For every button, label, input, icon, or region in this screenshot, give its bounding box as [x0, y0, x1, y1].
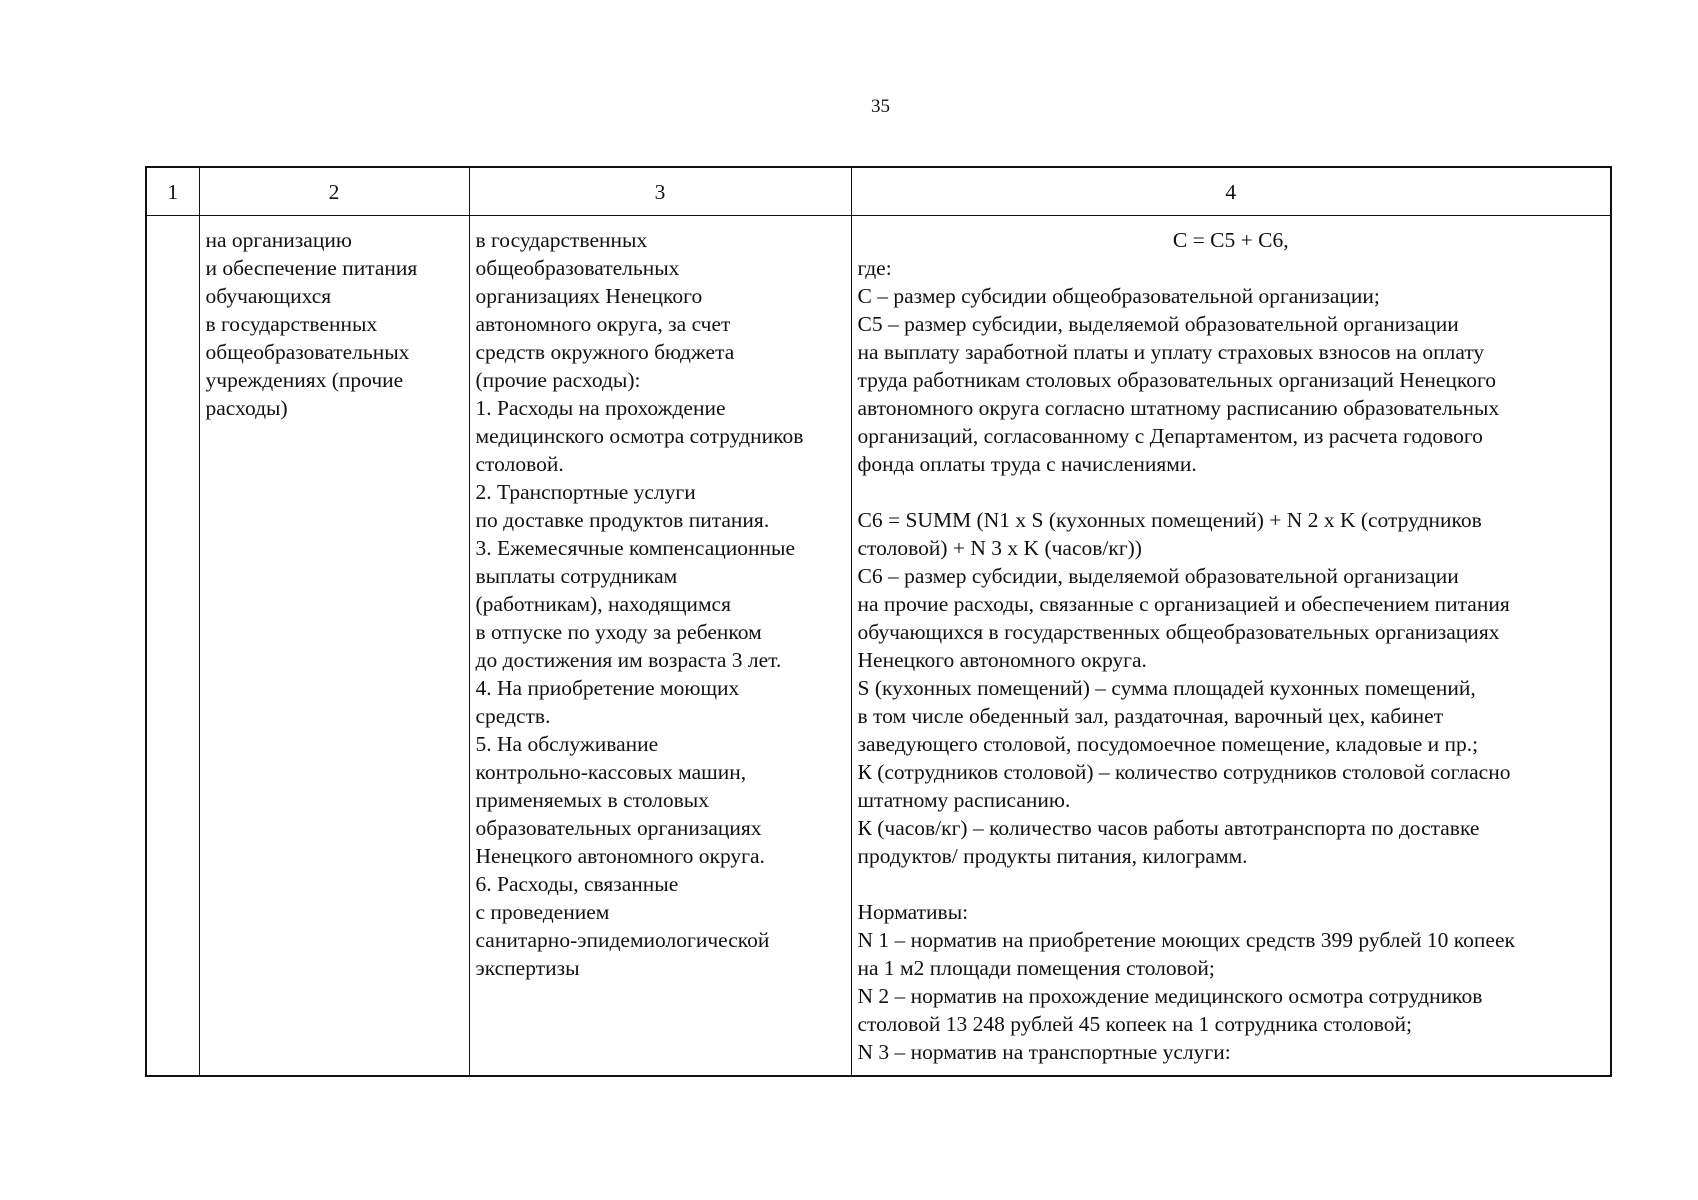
text-line: автономного округа, за счет — [475, 312, 731, 336]
text-line: заведующего столовой, посудомоечное помещение, кладовые и пр.; — [857, 732, 1479, 756]
text-line: автономного округа согласно штатному расписанию образовательных — [857, 396, 1500, 420]
text-line: на прочие расходы, связанные с организацией и обеспечением питания — [857, 592, 1510, 616]
text-line: где: — [857, 256, 892, 280]
page-number: 35 — [871, 96, 890, 117]
text-line: 4. На приобретение моющих — [475, 676, 740, 700]
header-col-4: 4 — [851, 167, 1611, 216]
header-col-1: 1 — [146, 167, 199, 216]
text-line: средств окружного бюджета — [475, 340, 735, 364]
text-line: штатному расписанию. — [857, 788, 1071, 812]
calculation-method-text — [858, 254, 1605, 1066]
text-line: С6 – размер субсидии, выделяемой образовательной организации — [857, 564, 1459, 588]
text-line: выплаты сотрудникам — [475, 564, 678, 588]
text-line: Ненецкого автономного округа. — [857, 648, 1147, 672]
text-line: 1. Расходы на прохождение — [475, 396, 726, 420]
text-line: N 1 – норматив на приобретение моющих средств 399 рублей 10 копеек — [857, 928, 1515, 952]
text-line: К (часов/кг) – количество часов работы автотранспорта по доставке — [857, 816, 1480, 840]
text-line: труда работникам столовых образовательных организаций Ненецкого — [857, 368, 1497, 392]
text-line: учреждениях (прочие — [205, 368, 404, 392]
text-line: Нормативы: — [857, 900, 969, 924]
text-line: с проведением — [475, 900, 610, 924]
text-line: общеобразовательных — [205, 340, 410, 364]
header-col-3: 3 — [469, 167, 851, 216]
text-line: применяемых в столовых — [475, 788, 709, 812]
text-line: медицинского осмотра сотрудников — [475, 424, 804, 448]
text-line: N 2 – норматив на прохождение медицинского осмотра сотрудников — [857, 984, 1483, 1008]
text-line: на выплату заработной платы и уплату страховых взносов на оплату — [857, 340, 1485, 364]
text-line: С6 = SUMM (N1 x S (кухонных помещений) + N 2 x K (сотрудников — [857, 508, 1482, 532]
text-line: обучающихся — [205, 284, 332, 308]
text-line: общеобразовательных — [475, 256, 680, 280]
text-line: столовой 13 248 рублей 45 копеек на 1 сотрудника столовой; — [857, 1012, 1413, 1036]
text-line: (работникам), находящимся — [475, 592, 731, 616]
text-line: в отпуске по уходу за ребенком — [475, 620, 762, 644]
text-line: 3. Ежемесячные компенсационные — [475, 536, 796, 560]
text-line: 6. Расходы, связанные — [475, 872, 679, 896]
text-line: С5 – размер субсидии, выделяемой образовательной организации — [857, 312, 1459, 336]
text-line: санитарно-эпидемиологической — [475, 928, 770, 952]
text-line: на организацию — [205, 228, 352, 252]
expense-list-text — [476, 226, 845, 982]
content-table — [145, 166, 1612, 1077]
header-col-2: 2 — [199, 167, 469, 216]
text-line: по доставке продуктов питания. — [475, 508, 770, 532]
cell-col-2 — [199, 216, 469, 1077]
text-line — [858, 478, 1605, 506]
text-line: организациях Ненецкого — [475, 284, 703, 308]
text-line: обучающихся в государственных общеобразовательных организациях — [857, 620, 1500, 644]
cell-col-3 — [469, 216, 851, 1077]
text-line — [858, 870, 1605, 898]
cell-col-4 — [851, 216, 1611, 1077]
text-line: столовой. — [475, 452, 564, 476]
cell-col-1 — [146, 216, 199, 1077]
text-line: и обеспечение питания — [205, 256, 418, 280]
text-line: на 1 м2 площади помещения столовой; — [857, 956, 1215, 980]
table-row — [146, 216, 1611, 1077]
text-line: столовой) + N 3 x K (часов/кг)) — [857, 536, 1142, 560]
text-line: в государственных — [475, 228, 648, 252]
text-line: продуктов/ продукты питания, килограмм. — [857, 844, 1248, 868]
text-line: К (сотрудников столовой) – количество сотрудников столовой согласно — [857, 760, 1511, 784]
text-line: расходы) — [205, 396, 288, 420]
text-line: S (кухонных помещений) – сумма площадей кухонных помещений, — [857, 676, 1476, 700]
text-line: фонда оплаты труда с начислениями. — [857, 452, 1197, 476]
text-line: N 3 – норматив на транспортные услуги: — [857, 1040, 1231, 1064]
text-line: в том числе обеденный зал, раздаточная, варочный цех, кабинет — [857, 704, 1444, 728]
text-line: средств. — [475, 704, 551, 728]
text-line: образовательных организациях — [475, 816, 762, 840]
text-line: Ненецкого автономного округа. — [475, 844, 765, 868]
text-line: 2. Транспортные услуги — [475, 480, 696, 504]
text-line: организаций, согласованному с Департаментом, из расчета годового — [857, 424, 1483, 448]
expense-purpose-text — [206, 226, 463, 422]
subsidy-formula: С = С5 + С6, — [1172, 228, 1289, 252]
text-line: до достижения им возраста 3 лет. — [475, 648, 782, 672]
text-line: экспертизы — [475, 956, 580, 980]
text-line: С – размер субсидии общеобразовательной организации; — [857, 284, 1380, 308]
text-line: в государственных — [205, 312, 378, 336]
table-header-row — [146, 167, 1611, 216]
text-line: (прочие расходы): — [475, 368, 641, 392]
text-line: контрольно-кассовых машин, — [475, 760, 747, 784]
text-line: 5. На обслуживание — [475, 732, 659, 756]
